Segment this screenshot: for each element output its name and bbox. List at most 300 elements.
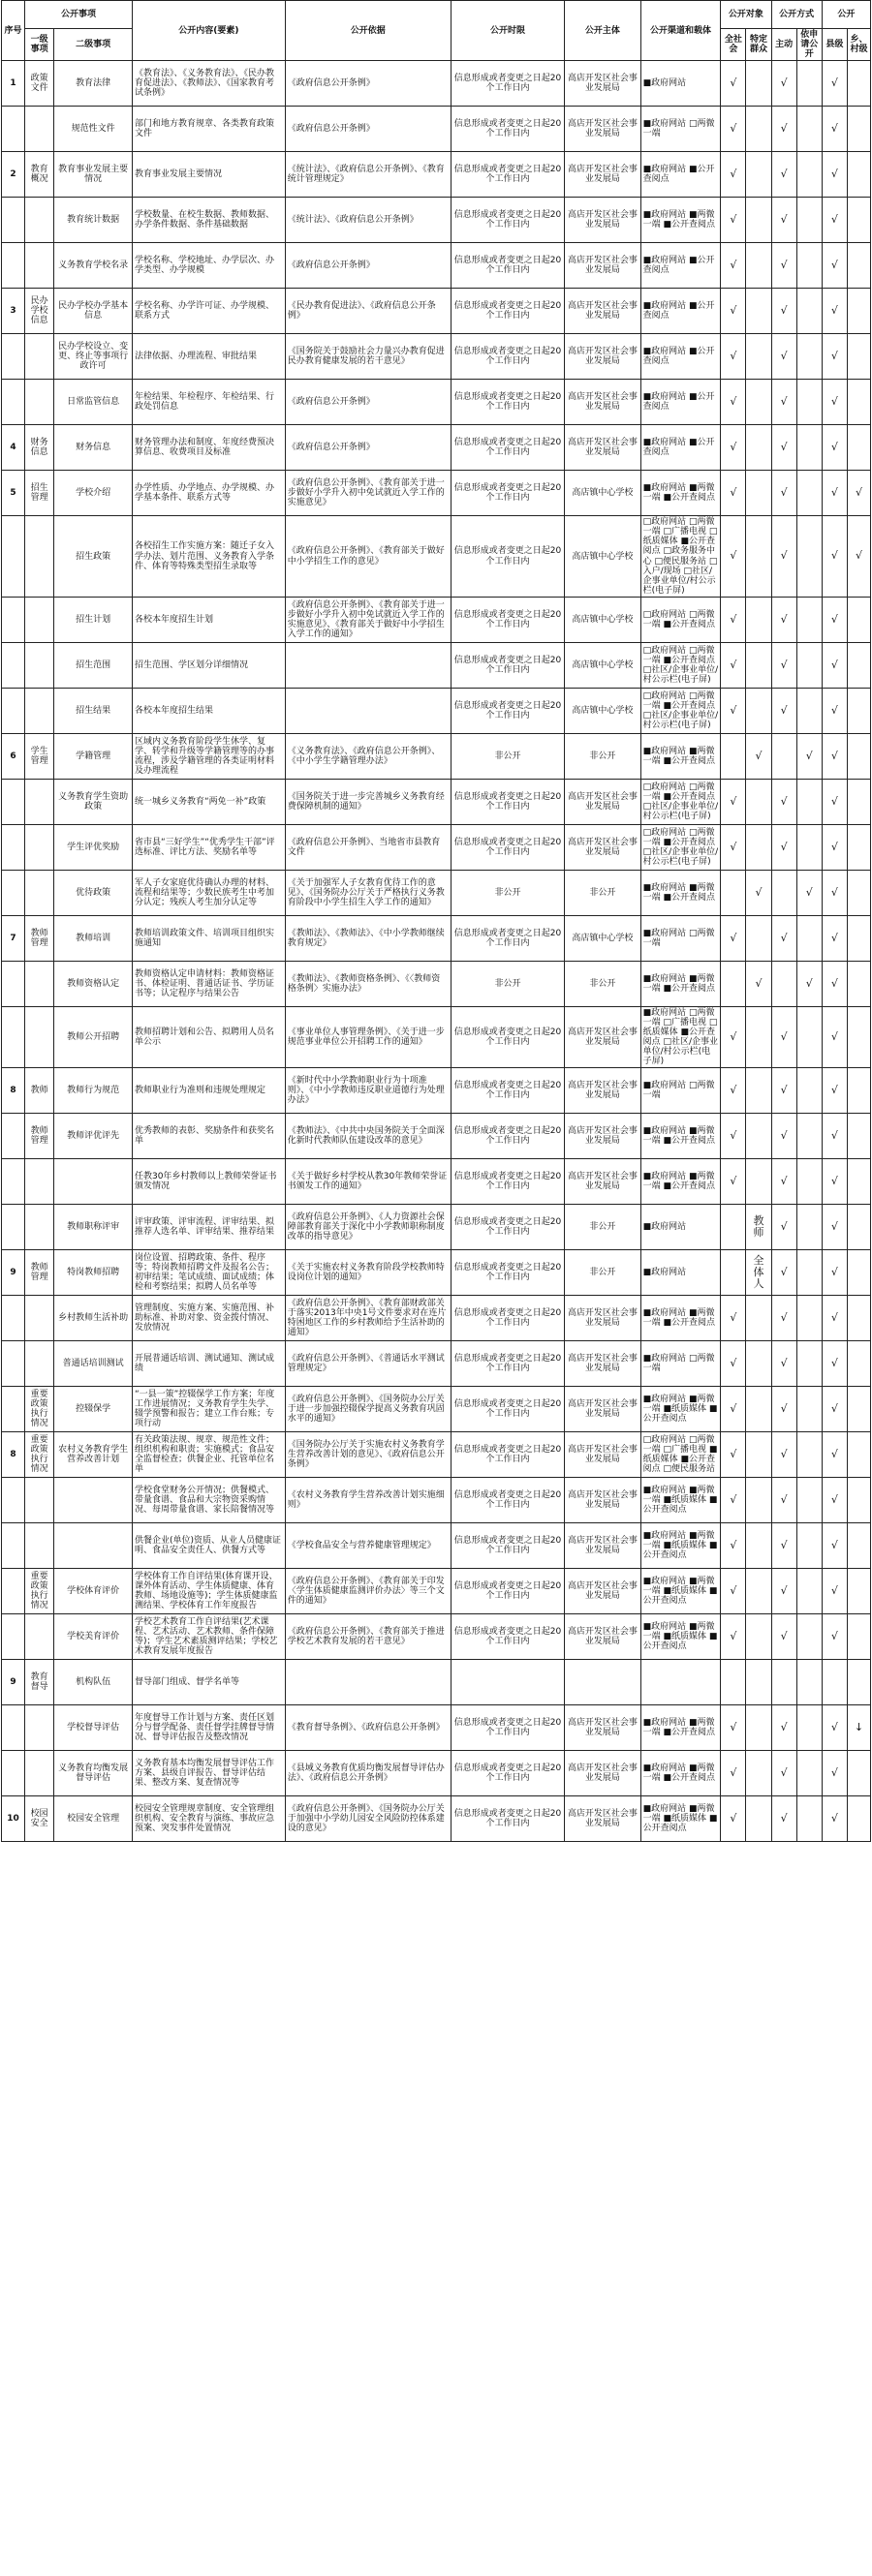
disclosure-subject: 高店镇中心学校 — [565, 471, 640, 516]
level1-item: 重要政策执行情况 — [24, 1569, 53, 1614]
disclosure-time: 信息形成或者变更之日起20个工作日内 — [451, 1006, 565, 1067]
disclosure-time: 信息形成或者变更之日起20个工作日内 — [451, 289, 565, 334]
disclosure-content: 省市县“三好学生”“优秀学生干部”评选标准、评比方法、奖励名单等 — [132, 824, 285, 870]
level-township — [847, 642, 870, 688]
disclosure-channel: ■政府网站 ■两微一端 ■纸质媒体 ■公开查阅点 — [640, 1523, 721, 1569]
disclosure-subject: 非公开 — [565, 961, 640, 1006]
disclosure-subject: 高店开发区社会事业发展局 — [565, 1705, 640, 1751]
level-county: √ — [822, 1006, 847, 1067]
target-all-society: √ — [721, 1705, 746, 1751]
target-all-society: √ — [721, 1114, 746, 1159]
table-row — [2, 471, 871, 516]
level1-item: 校园安全 — [24, 1796, 53, 1842]
disclosure-content: 各校本年度招生结果 — [132, 688, 285, 733]
level1-item — [24, 1205, 53, 1250]
disclosure-basis: 《政府信息公开条例》、《教育部关于做好中小学招生工作的意见》 — [285, 516, 451, 598]
row-seq — [2, 1523, 25, 1569]
level-township — [847, 688, 870, 733]
level1-item — [24, 1341, 53, 1387]
target-all-society: √ — [721, 380, 746, 425]
row-seq — [2, 107, 25, 152]
level1-item: 政策文件 — [24, 61, 53, 107]
disclosure-time: 信息形成或者变更之日起20个工作日内 — [451, 107, 565, 152]
disclosure-channel: ■政府网站 ■两微一端 ■纸质媒体 ■公开查阅点 — [640, 1614, 721, 1660]
target-special-group — [746, 1006, 771, 1067]
target-special-group — [746, 824, 771, 870]
disclosure-time: 信息形成或者变更之日起20个工作日内 — [451, 642, 565, 688]
target-all-society — [721, 961, 746, 1006]
disclosure-basis: 《统计法》、《政府信息公开条例》、《教育统计管理规定》 — [285, 152, 451, 198]
table-row — [2, 870, 871, 915]
row-seq — [2, 1296, 25, 1341]
mode-active: √ — [771, 1432, 796, 1478]
level2-item: 民办学校设立、变更、终止等事项行政许可 — [54, 334, 133, 380]
mode-active: √ — [771, 824, 796, 870]
level-township: √ — [847, 516, 870, 598]
mode-on-request — [796, 334, 822, 380]
mode-on-request — [796, 1705, 822, 1751]
disclosure-time: 信息形成或者变更之日起20个工作日内 — [451, 1068, 565, 1114]
disclosure-content: 学校艺术教育工作自评结果(艺术课程、艺术活动、艺术教师、条件保障等)；学生艺术素质测评结果；学校艺术教育发展年度报告 — [132, 1614, 285, 1660]
header-channel: 公开渠道和载体 — [640, 1, 721, 61]
target-all-society: √ — [721, 1569, 746, 1614]
target-special-group — [746, 1796, 771, 1842]
level2-item: 学校体育评价 — [54, 1569, 133, 1614]
table-row — [2, 243, 871, 289]
disclosure-table — [1, 0, 871, 1842]
disclosure-basis: 《政府信息公开条例》 — [285, 425, 451, 471]
mode-on-request — [796, 915, 822, 961]
level1-item — [24, 688, 53, 733]
disclosure-subject: 高店开发区社会事业发展局 — [565, 152, 640, 198]
disclosure-basis: 《关于实施农村义务教育阶段学校教师特设岗位计划的通知》 — [285, 1250, 451, 1296]
disclosure-content: 财务管理办法和制度、年度经费预决算信息、收费项目及标准 — [132, 425, 285, 471]
level-township — [847, 61, 870, 107]
table-row — [2, 733, 871, 779]
disclosure-subject: 高店开发区社会事业发展局 — [565, 1569, 640, 1614]
disclosure-content: 督导部门组成、督学名单等 — [132, 1660, 285, 1705]
disclosure-content: 区域内义务教育阶段学生休学、复学、转学和升级等学籍管理等的办事流程，涉及学籍管理的各类证明材料及办理流程 — [132, 733, 285, 779]
row-seq — [2, 1705, 25, 1751]
disclosure-content: 评审政策、评审流程、评审结果、拟推荐人选名单、评审结果、推荐结果 — [132, 1205, 285, 1250]
disclosure-time: 信息形成或者变更之日起20个工作日内 — [451, 1796, 565, 1842]
target-special-group — [746, 334, 771, 380]
header-content: 公开内容(要素) — [132, 1, 285, 61]
level-county: √ — [822, 597, 847, 642]
mode-on-request — [796, 688, 822, 733]
disclosure-basis: 《教师法》、《教师资格条例》、《〈教师资格条例〉实施办法》 — [285, 961, 451, 1006]
mode-active: √ — [771, 289, 796, 334]
level-county: √ — [822, 243, 847, 289]
disclosure-channel: ■政府网站 ■两微一端 ■公开查阅点 — [640, 1114, 721, 1159]
disclosure-basis: 《关于加强军人子女教育优待工作的意见》、《国务院办公厅关于严格执行义务教育阶段中小学生招生入学工作的通知》 — [285, 870, 451, 915]
mode-active: √ — [771, 1250, 796, 1296]
mode-active: √ — [771, 642, 796, 688]
level-county: √ — [822, 688, 847, 733]
mode-on-request — [796, 471, 822, 516]
header-township: 乡、村级 — [847, 29, 870, 61]
disclosure-channel: □政府网站 □两微一端 ■公开查阅点 □社区/企事业单位/村公示栏(电子屏) — [640, 642, 721, 688]
target-special-group — [746, 1614, 771, 1660]
table-row — [2, 152, 871, 198]
header-seq: 序号 — [2, 1, 25, 61]
disclosure-time: 信息形成或者变更之日起20个工作日内 — [451, 597, 565, 642]
table-row — [2, 1068, 871, 1114]
mode-on-request — [796, 1796, 822, 1842]
mode-active: √ — [771, 334, 796, 380]
level-township — [847, 961, 870, 1006]
row-seq — [2, 1205, 25, 1250]
level1-item — [24, 870, 53, 915]
level-township — [847, 1068, 870, 1114]
level-township — [847, 1296, 870, 1341]
mode-on-request — [796, 152, 822, 198]
mode-on-request: √ — [796, 961, 822, 1006]
level1-item — [24, 824, 53, 870]
mode-active: √ — [771, 1614, 796, 1660]
mode-on-request — [796, 1660, 822, 1705]
level1-item: 教师 — [24, 1068, 53, 1114]
level-county: √ — [822, 1614, 847, 1660]
disclosure-content: 管理制度、实施方案、实施范围、补助标准、补助对象、资金拨付情况、发放情况 — [132, 1296, 285, 1341]
disclosure-time: 信息形成或者变更之日起20个工作日内 — [451, 1205, 565, 1250]
table-row — [2, 1523, 871, 1569]
disclosure-basis: 《政府信息公开条例》 — [285, 61, 451, 107]
mode-active: √ — [771, 779, 796, 824]
row-seq — [2, 1341, 25, 1387]
header-items-group: 公开事项 — [24, 1, 132, 29]
mode-active: √ — [771, 1159, 796, 1205]
mode-on-request — [796, 1006, 822, 1067]
disclosure-content: 学校名称、办学许可证、办学规模、联系方式 — [132, 289, 285, 334]
level1-item: 学生管理 — [24, 733, 53, 779]
level-county: √ — [822, 471, 847, 516]
disclosure-channel: □政府网站 □两微一端 ■公开查阅点 □社区/企事业单位/村公示栏(电子屏) — [640, 779, 721, 824]
disclosure-channel: ■政府网站 ■公开查阅点 — [640, 334, 721, 380]
row-seq — [2, 688, 25, 733]
mode-active: √ — [771, 425, 796, 471]
mode-active: √ — [771, 597, 796, 642]
table-row — [2, 1705, 871, 1751]
mode-on-request — [796, 779, 822, 824]
level-township — [847, 1751, 870, 1796]
disclosure-content: 各校招生工作实施方案：随迁子女入学办法、划片范围、义务教育入学条件、体育等特殊类型招生录取等 — [132, 516, 285, 598]
level1-item — [24, 1614, 53, 1660]
disclosure-basis: 《农村义务教育学生营养改善计划实施细则》 — [285, 1478, 451, 1523]
disclosure-channel: ■政府网站 ■两微一端 ■公开查阅点 — [640, 1159, 721, 1205]
level2-item: 规范性文件 — [54, 107, 133, 152]
level-county: √ — [822, 642, 847, 688]
level1-item — [24, 107, 53, 152]
level1-item: 教师管理 — [24, 915, 53, 961]
disclosure-content: 教师资格认定申请材料：教师资格证书、体检证明、普通话证书、学历证书等；认定程序与结果公告 — [132, 961, 285, 1006]
row-seq — [2, 243, 25, 289]
disclosure-basis: 《教师法》、《中共中央国务院关于全面深化新时代教师队伍建设改革的意见》 — [285, 1114, 451, 1159]
table-row — [2, 1569, 871, 1614]
mode-on-request — [796, 824, 822, 870]
target-all-society: √ — [721, 1296, 746, 1341]
target-special-group — [746, 688, 771, 733]
disclosure-subject: 高店开发区社会事业发展局 — [565, 1006, 640, 1067]
level-county: √ — [822, 1114, 847, 1159]
disclosure-basis: 《政府信息公开条例》、《普通话水平测试管理规定》 — [285, 1341, 451, 1387]
level2-item — [54, 1478, 133, 1523]
level-township — [847, 1250, 870, 1296]
target-special-group — [746, 1341, 771, 1387]
level-county: √ — [822, 1296, 847, 1341]
disclosure-basis: 《政府信息公开条例》、当地省市县教育文件 — [285, 824, 451, 870]
target-all-society: √ — [721, 1478, 746, 1523]
row-seq: 9 — [2, 1250, 25, 1296]
disclosure-content: 军人子女家庭优待确认办理的材料、流程和结果等；少数民族考生中考加分认定；残疾人考生加分认定等 — [132, 870, 285, 915]
mode-active — [771, 1660, 796, 1705]
level-township — [847, 733, 870, 779]
level-township — [847, 1114, 870, 1159]
target-special-group — [746, 779, 771, 824]
disclosure-basis: 《新时代中小学教师职业行为十项准则》、《中小学教师违反职业道德行为处理办法》 — [285, 1068, 451, 1114]
disclosure-basis — [285, 688, 451, 733]
row-seq — [2, 380, 25, 425]
level2-item — [54, 1159, 133, 1205]
mode-active: √ — [771, 1068, 796, 1114]
table-row — [2, 198, 871, 243]
row-seq — [2, 516, 25, 598]
level2-item: 招生结果 — [54, 688, 133, 733]
target-special-group — [746, 1432, 771, 1478]
disclosure-time: 信息形成或者变更之日起20个工作日内 — [451, 152, 565, 198]
row-seq: 10 — [2, 1796, 25, 1842]
header-county: 县级 — [822, 29, 847, 61]
mode-active: √ — [771, 1387, 796, 1432]
mode-active: √ — [771, 1341, 796, 1387]
disclosure-subject: 高店开发区社会事业发展局 — [565, 334, 640, 380]
disclosure-content: 学校名称、学校地址、办学层次、办学类型、办学规模 — [132, 243, 285, 289]
disclosure-subject: 高店开发区社会事业发展局 — [565, 1114, 640, 1159]
target-special-group — [746, 1114, 771, 1159]
disclosure-channel: □政府网站 □两微一端 ■公开查阅点 □社区/企事业单位/村公示栏(电子屏) — [640, 824, 721, 870]
disclosure-content: 办学性质、办学地点、办学规模、办学基本条件、联系方式等 — [132, 471, 285, 516]
table-row — [2, 1660, 871, 1705]
disclosure-basis: 《政府信息公开条例》、《教育部关于推进学校艺术教育发展的若干意见》 — [285, 1614, 451, 1660]
level2-item: 教师资格认定 — [54, 961, 133, 1006]
level-township — [847, 425, 870, 471]
mode-on-request — [796, 1523, 822, 1569]
disclosure-channel: ■政府网站 □两微一端 — [640, 1068, 721, 1114]
target-special-group — [746, 642, 771, 688]
disclosure-basis: 《政府信息公开条例》、《国务院办公厅关于加强中小学幼儿园安全风险防控体系建设的意见》 — [285, 1796, 451, 1842]
disclosure-subject: 高店开发区社会事业发展局 — [565, 779, 640, 824]
disclosure-content: 开展普通话培训、测试通知、测试成绩 — [132, 1341, 285, 1387]
disclosure-subject: 高店开发区社会事业发展局 — [565, 1159, 640, 1205]
disclosure-basis: 《民办教育促进法》、《政府信息公开条例》 — [285, 289, 451, 334]
table-row — [2, 1432, 871, 1478]
target-all-society: √ — [721, 152, 746, 198]
mode-active: √ — [771, 516, 796, 598]
target-special-group — [746, 243, 771, 289]
disclosure-subject: 高店开发区社会事业发展局 — [565, 425, 640, 471]
mode-active: √ — [771, 1705, 796, 1751]
table-row — [2, 824, 871, 870]
disclosure-basis: 《国务院关于鼓励社会力量兴办教育促进民办教育健康发展的若干意见》 — [285, 334, 451, 380]
level1-item: 招生管理 — [24, 471, 53, 516]
level-township — [847, 1205, 870, 1250]
level1-item — [24, 1478, 53, 1523]
table-row — [2, 1341, 871, 1387]
level2-item: 乡村教师生活补助 — [54, 1296, 133, 1341]
level2-item: 教育事业发展主要情况 — [54, 152, 133, 198]
level2-item: 教师公开招聘 — [54, 1006, 133, 1067]
level-county: √ — [822, 516, 847, 598]
row-seq: 7 — [2, 915, 25, 961]
target-special-group — [746, 1705, 771, 1751]
table-row — [2, 1159, 871, 1205]
disclosure-channel: ■政府网站 ■两微一端 ■公开查阅点 — [640, 198, 721, 243]
disclosure-basis — [285, 642, 451, 688]
disclosure-channel: ■政府网站 ■两微一端 ■公开查阅点 — [640, 733, 721, 779]
disclosure-basis: 《义务教育法》、《政府信息公开条例》、《中小学生学籍管理办法》 — [285, 733, 451, 779]
target-special-group: √ — [746, 733, 771, 779]
level2-item: 普通话培训测试 — [54, 1341, 133, 1387]
level2-item: 特岗教师招聘 — [54, 1250, 133, 1296]
mode-on-request — [796, 243, 822, 289]
level2-item: 机构队伍 — [54, 1660, 133, 1705]
disclosure-time: 信息形成或者变更之日起20个工作日内 — [451, 1432, 565, 1478]
disclosure-time: 信息形成或者变更之日起20个工作日内 — [451, 243, 565, 289]
disclosure-channel: ■政府网站 — [640, 61, 721, 107]
target-all-society: √ — [721, 1387, 746, 1432]
header-mode-group: 公开方式 — [771, 1, 822, 29]
header-subject: 公开主体 — [565, 1, 640, 61]
target-special-group — [746, 1387, 771, 1432]
disclosure-subject: 高店开发区社会事业发展局 — [565, 289, 640, 334]
target-all-society: √ — [721, 597, 746, 642]
level-township — [847, 870, 870, 915]
target-special-group — [746, 1660, 771, 1705]
level-county: √ — [822, 198, 847, 243]
level2-item: 学校美育评价 — [54, 1614, 133, 1660]
level2-item: 财务信息 — [54, 425, 133, 471]
level-township — [847, 1387, 870, 1432]
disclosure-time: 信息形成或者变更之日起20个工作日内 — [451, 1296, 565, 1341]
level-county: √ — [822, 1432, 847, 1478]
disclosure-content: 各校本年度招生计划 — [132, 597, 285, 642]
disclosure-basis — [285, 1660, 451, 1705]
level-township — [847, 1614, 870, 1660]
level-township — [847, 1341, 870, 1387]
level1-item: 财务信息 — [24, 425, 53, 471]
mode-active: √ — [771, 198, 796, 243]
disclosure-subject: 高店开发区社会事业发展局 — [565, 1296, 640, 1341]
target-special-group: √ — [746, 870, 771, 915]
target-all-society: √ — [721, 1006, 746, 1067]
disclosure-content: 学校数量、在校生数据、教师数据、办学条件数据、条件基础数据 — [132, 198, 285, 243]
level2-item: 义务教育学生资助政策 — [54, 779, 133, 824]
level1-item — [24, 334, 53, 380]
target-all-society: √ — [721, 1159, 746, 1205]
level2-item: 日常监管信息 — [54, 380, 133, 425]
disclosure-content: “一县一策”控辍保学工作方案；年度工作进展情况；义务教育学生失学、辍学预警和报告；建立工作台账；专项行动 — [132, 1387, 285, 1432]
mode-on-request — [796, 289, 822, 334]
target-all-society: √ — [721, 824, 746, 870]
mode-on-request — [796, 1478, 822, 1523]
level-township — [847, 1569, 870, 1614]
level-county: √ — [822, 779, 847, 824]
disclosure-subject: 高店开发区社会事业发展局 — [565, 1432, 640, 1478]
level2-item: 义务教育均衡发展督导评估 — [54, 1751, 133, 1796]
disclosure-time: 信息形成或者变更之日起20个工作日内 — [451, 1751, 565, 1796]
table-row — [2, 1296, 871, 1341]
table-row — [2, 597, 871, 642]
level-county: √ — [822, 425, 847, 471]
row-seq: 8 — [2, 1068, 25, 1114]
mode-active: √ — [771, 471, 796, 516]
table-row — [2, 425, 871, 471]
disclosure-channel: ■政府网站 ■两微一端 ■纸质媒体 ■公开查阅点 — [640, 1796, 721, 1842]
disclosure-time: 信息形成或者变更之日起20个工作日内 — [451, 198, 565, 243]
table-row — [2, 516, 871, 598]
level-county: √ — [822, 1478, 847, 1523]
mode-on-request — [796, 597, 822, 642]
mode-active: √ — [771, 1296, 796, 1341]
level-county: √ — [822, 107, 847, 152]
disclosure-subject: 高店开发区社会事业发展局 — [565, 107, 640, 152]
disclosure-content: 优秀教师的表彰、奖励条件和获奖名单 — [132, 1114, 285, 1159]
row-seq: 5 — [2, 471, 25, 516]
level-township — [847, 1159, 870, 1205]
table-row — [2, 1114, 871, 1159]
target-all-society: √ — [721, 1341, 746, 1387]
level-county: √ — [822, 61, 847, 107]
level-township — [847, 779, 870, 824]
level-county: √ — [822, 1796, 847, 1842]
level-township — [847, 334, 870, 380]
target-all-society: √ — [721, 107, 746, 152]
target-all-society — [721, 1250, 746, 1296]
target-all-society: √ — [721, 334, 746, 380]
header-level1: 一级事项 — [24, 29, 53, 61]
disclosure-subject: 高店开发区社会事业发展局 — [565, 824, 640, 870]
disclosure-content: 教师职业行为准则和违规处理规定 — [132, 1068, 285, 1114]
disclosure-basis: 《政府信息公开条例》、《教育部关于进一步做好小学升入初中免试就近入学工作的实施意见》、《教育部关于做好中小学招生入学工作的通知》 — [285, 597, 451, 642]
target-special-group: √ — [746, 961, 771, 1006]
mode-on-request: √ — [796, 870, 822, 915]
mode-active: √ — [771, 1114, 796, 1159]
disclosure-channel: ■政府网站 ■两微一端 ■公开查阅点 — [640, 1296, 721, 1341]
level-township — [847, 243, 870, 289]
disclosure-channel: □政府网站 □两微一端 □广播电视 ■纸质媒体 ■公开查阅点 □便民服务站 — [640, 1432, 721, 1478]
mode-on-request — [796, 198, 822, 243]
disclosure-content: 校园安全管理规章制度、安全管理组织机构、安全教育与演练、事故应急预案、突发事件处置情况 — [132, 1796, 285, 1842]
table-row — [2, 915, 871, 961]
target-all-society: √ — [721, 243, 746, 289]
table-row — [2, 380, 871, 425]
disclosure-subject: 非公开 — [565, 1205, 640, 1250]
row-seq — [2, 1569, 25, 1614]
mode-active: √ — [771, 915, 796, 961]
disclosure-subject — [565, 1660, 640, 1705]
mode-active — [771, 870, 796, 915]
header-active: 主动 — [771, 29, 796, 61]
disclosure-subject: 高店开发区社会事业发展局 — [565, 198, 640, 243]
disclosure-time: 信息形成或者变更之日起20个工作日内 — [451, 779, 565, 824]
level2-item: 教育法律 — [54, 61, 133, 107]
table-row — [2, 61, 871, 107]
header-level2: 二级事项 — [54, 29, 133, 61]
disclosure-content: 学校体育工作自评结果(体育课开设、课外体育活动、学生体质健康、体育教师、场地设施等)；学生体质健康监测结果、学校体育工作年度报告 — [132, 1569, 285, 1614]
level-township — [847, 824, 870, 870]
mode-on-request — [796, 1159, 822, 1205]
level1-item — [24, 1159, 53, 1205]
